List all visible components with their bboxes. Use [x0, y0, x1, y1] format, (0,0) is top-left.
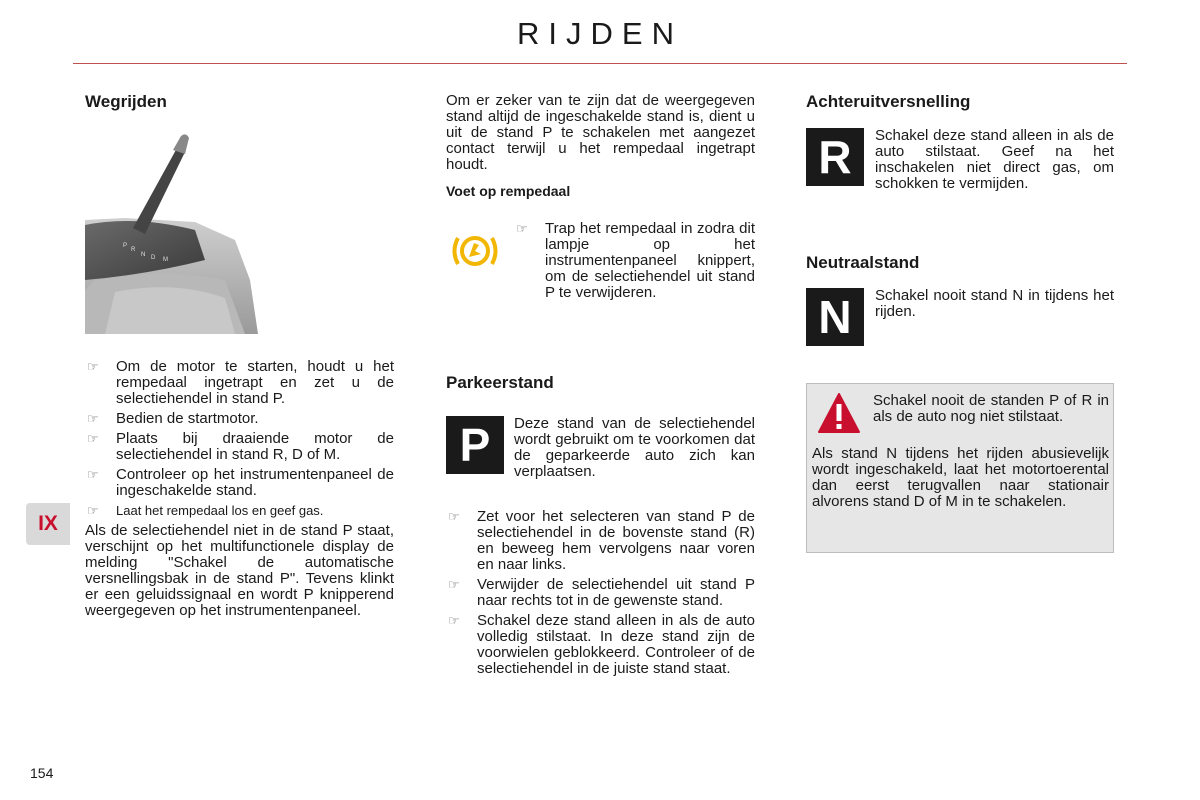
heading-achteruit: Achteruitversnelling — [806, 92, 971, 111]
warning-text-2: Als stand N tijdens het rijden abusievelijk wordt ingeschakeld, laat het motortoerental dan eerst terugvallen naar stationair alvorens stand D of M in te schakelen. — [812, 445, 1109, 510]
list-item: ☞ Laat het rempedaal los en geef gas. — [87, 503, 324, 518]
hand-pointer-icon: ☞ — [87, 359, 99, 374]
list-item: ☞ Om de motor te starten, houdt u het rempedaal ingetrapt en zet u de selectiehendel in stand P. — [87, 358, 394, 407]
page-number: 154 — [30, 765, 54, 781]
park-text-block — [514, 416, 755, 480]
heading-wegrijden: Wegrijden — [85, 92, 167, 111]
list-item: ☞ Bedien de startmotor. — [87, 410, 259, 427]
park-p-icon: P — [446, 416, 504, 474]
column-middle — [446, 93, 755, 199]
hand-pointer-icon: ☞ — [448, 509, 460, 524]
list-item: ☞ Schakel deze stand alleen in als de auto volledig stilstaat. In deze stand zijn de voorwielen geblokkeerd. Controleer of de selectiehendel in de juiste stand staat. — [448, 612, 755, 677]
svg-text:P: P — [123, 243, 128, 249]
hand-pointer-icon: ☞ — [516, 221, 528, 236]
neutral-text-block — [875, 288, 1114, 320]
reverse-description: Schakel deze stand alleen in als de auto stilstaat. Geef na het inschakelen niet direct gas, om schokken te vermijden. — [875, 127, 1114, 192]
park-steps-list — [446, 509, 755, 677]
hand-pointer-icon: ☞ — [87, 503, 99, 518]
park-description: Deze stand van de selectiehendel wordt gebruikt om te voorkomen dat de geparkeerde auto zich kan verplaatsen. — [514, 415, 755, 480]
column-left — [85, 92, 394, 112]
list-item: ☞ Zet voor het selecteren van stand P de selectiehendel in de bovenste stand (R) en beweeg hem vervolgens naar voren en naar links. — [448, 508, 755, 573]
list-item: ☞ Plaats bij draaiende motor de selectiehendel in stand R, D of M. — [87, 430, 394, 463]
warning-triangle-icon — [817, 392, 861, 434]
hand-pointer-icon: ☞ — [448, 577, 460, 592]
park-bullets-block — [446, 509, 755, 681]
warning-box — [806, 383, 1114, 553]
svg-text:D: D — [151, 255, 156, 261]
hand-pointer-icon: ☞ — [448, 613, 460, 628]
brake-warning-lamp-icon — [450, 231, 500, 271]
reverse-r-icon: R — [806, 128, 864, 186]
heading-neutraal: Neutraalstand — [806, 253, 920, 272]
column-left-text — [85, 359, 394, 619]
list-item: ☞ Trap het rempedaal in zodra dit lampje op het instrumentenpaneel knippert, om de selectiehendel uit stand P te verwijderen. — [516, 220, 755, 301]
reverse-text-block — [875, 128, 1114, 192]
neutral-heading-block — [806, 253, 1115, 273]
list-item: ☞ Controleer op het instrumentenpaneel de ingeschakelde stand. — [87, 466, 394, 499]
paragraph-intro: Om er zeker van te zijn dat de weergegeven stand altijd de ingeschakelde stand is, dient u uit de stand P te schakelen met aangezet contact terwijl u het rempedaal ingetrapt houdt. — [446, 92, 755, 173]
title-rule — [73, 63, 1127, 64]
svg-text:N: N — [141, 252, 146, 258]
heading-parkeerstand: Parkeerstand — [446, 373, 554, 392]
list-item: ☞ Verwijder de selectiehendel uit stand P naar rechts tot in de gewenste stand. — [448, 576, 755, 609]
park-heading-block — [446, 373, 755, 393]
reverse-heading-block — [806, 92, 1115, 112]
page-title: RIJDEN — [517, 16, 683, 51]
hand-pointer-icon: ☞ — [87, 467, 99, 482]
gear-lever-illustration — [85, 130, 258, 334]
warning-text-1: Schakel nooit de standen P of R in als de auto nog niet stilstaat. — [873, 392, 1109, 425]
start-steps-list — [85, 359, 394, 519]
svg-text:M: M — [163, 257, 168, 263]
hand-pointer-icon: ☞ — [87, 411, 99, 426]
paragraph-p-warning: Als de selectiehendel niet in de stand P staat, verschijnt op het multifunctionele display de melding "Schakel de automatische versnellingsbak in de stand P". Tevens klinkt er een geluidssignaal en wordt P knipperend weergegeven op het instrumentenpaneel. — [85, 522, 394, 619]
hand-pointer-icon: ☞ — [87, 431, 99, 446]
chapter-tab — [26, 503, 70, 545]
chapter-tab-label: IX — [38, 512, 58, 535]
neutral-description: Schakel nooit stand N in tijdens het rijden. — [875, 287, 1114, 320]
subheading-brake: Voet op rempedaal — [446, 183, 571, 199]
neutral-n-icon: N — [806, 288, 864, 346]
svg-text:R: R — [131, 247, 136, 253]
brake-bullet-block — [514, 221, 755, 305]
